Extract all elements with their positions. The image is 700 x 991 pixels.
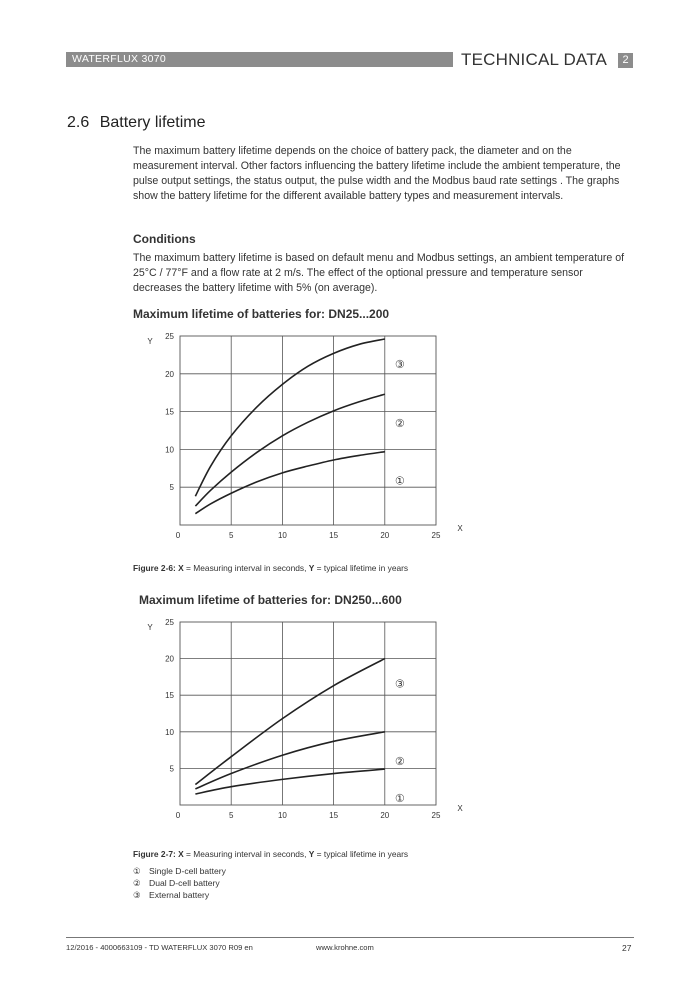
legend-label: External battery [149, 890, 210, 900]
caption-2-end: = typical lifetime in years [314, 849, 409, 859]
legend-label: Dual D-cell battery [149, 878, 220, 888]
section-title [67, 114, 206, 132]
footer-page-number: 27 [622, 943, 632, 953]
legend-item [133, 865, 226, 877]
x-tick-label: 10 [277, 811, 287, 820]
series-label-2: ② [394, 754, 405, 768]
conditions-paragraph: The maximum battery lifetime is based on default menu and Modbus settings, an ambient temperature of 25°C / 77°F and a flow rate at 2 m/s. The effect of the optional pressure and temperature sensor decreases the battery lifetime with 5% (on average). [133, 252, 625, 294]
header-product: WATERFLUX 3070 [72, 53, 167, 65]
series-label-3: ③ [394, 358, 405, 372]
series-line-1 [195, 452, 384, 514]
legend-symbol: ③ [133, 890, 141, 900]
series-label-2: ② [394, 417, 405, 431]
legend-item [133, 877, 226, 889]
legend-symbol: ② [133, 878, 141, 888]
footer-website[interactable]: www.krohne.com [316, 943, 374, 952]
chart-1-svg [130, 328, 480, 548]
x-tick-label: 20 [380, 531, 390, 540]
legend-item [133, 889, 226, 901]
y-axis-label: Y [147, 337, 153, 346]
legend-label: Single D-cell battery [149, 866, 226, 876]
caption-1-prefix: Figure 2-6: [133, 563, 179, 573]
series-line-3 [195, 339, 384, 496]
header-section: TECHNICAL DATA [461, 50, 608, 69]
x-tick-label: 25 [431, 531, 441, 540]
x-tick-label: 0 [175, 811, 181, 820]
y-tick-label: 20 [165, 654, 174, 664]
y-tick-label: 25 [165, 332, 174, 341]
series-label-3: ③ [394, 677, 405, 691]
caption-2-prefix: Figure 2-7: [133, 849, 179, 859]
series-line-2 [195, 732, 384, 789]
x-tick-label: 25 [431, 811, 441, 820]
figure-1-title: Maximum lifetime of batteries for: DN25...200 [133, 307, 390, 321]
x-axis-label: X [457, 524, 463, 533]
y-tick-label: 5 [169, 764, 174, 774]
caption-2-x: X [178, 849, 184, 859]
footer-divider [66, 937, 634, 938]
header-chapter-number: 2 [618, 53, 633, 68]
footer-doc-ref: 12/2016 - 4000663109 - TD WATERFLUX 3070 R09 en [66, 943, 253, 952]
y-tick-label: 10 [165, 727, 174, 737]
figure-2-caption [133, 849, 408, 859]
x-tick-label: 15 [329, 811, 339, 820]
x-tick-label: 5 [228, 531, 234, 540]
caption-2-mid: = Measuring interval in seconds, [183, 849, 309, 859]
figure-1-caption [133, 563, 408, 573]
y-axis-label: Y [147, 623, 153, 632]
x-tick-label: 0 [175, 531, 181, 540]
y-tick-label: 5 [169, 483, 174, 493]
y-tick-label: 15 [165, 407, 174, 417]
figure-2-title: Maximum lifetime of batteries for: DN250...600 [139, 593, 402, 607]
caption-1-mid: = Measuring interval in seconds, [183, 563, 309, 573]
series-line-1 [195, 769, 384, 794]
series-label-1: ① [394, 474, 405, 488]
series-line-2 [195, 394, 384, 506]
series-label-1: ① [394, 792, 405, 806]
section-heading: Battery lifetime [99, 114, 206, 131]
chart-dn250-600 [130, 614, 480, 829]
y-tick-label: 25 [165, 618, 174, 627]
battery-legend [133, 865, 226, 901]
caption-1-end: = typical lifetime in years [314, 563, 409, 573]
conditions-heading: Conditions [133, 232, 196, 246]
legend-symbol: ① [133, 866, 141, 876]
chart-2-svg [130, 614, 480, 829]
series-line-3 [195, 659, 384, 785]
caption-2-y: Y [308, 849, 315, 859]
y-tick-label: 10 [165, 445, 174, 455]
chart-dn25-200 [130, 328, 480, 548]
x-tick-label: 20 [380, 811, 390, 820]
x-axis-label: X [457, 804, 463, 813]
intro-paragraph: The maximum battery lifetime depends on the choice of battery pack, the diameter and on the measurement interval. Other factors influencing the battery lifetime include the ambient temperature, the pulse output settings, the status output, the pulse width and the Modbus baud rate settings . The graphs show the battery lifetime for the different available battery types and measurement intervals. [133, 145, 621, 202]
x-tick-label: 15 [329, 531, 339, 540]
plot-frame [180, 622, 436, 805]
y-tick-label: 20 [165, 369, 174, 379]
caption-1-x: X [178, 563, 184, 573]
y-tick-label: 15 [165, 691, 174, 701]
section-number: 2.6 [67, 114, 90, 131]
x-tick-label: 10 [277, 531, 287, 540]
x-tick-label: 5 [228, 811, 234, 820]
caption-1-y: Y [308, 563, 315, 573]
